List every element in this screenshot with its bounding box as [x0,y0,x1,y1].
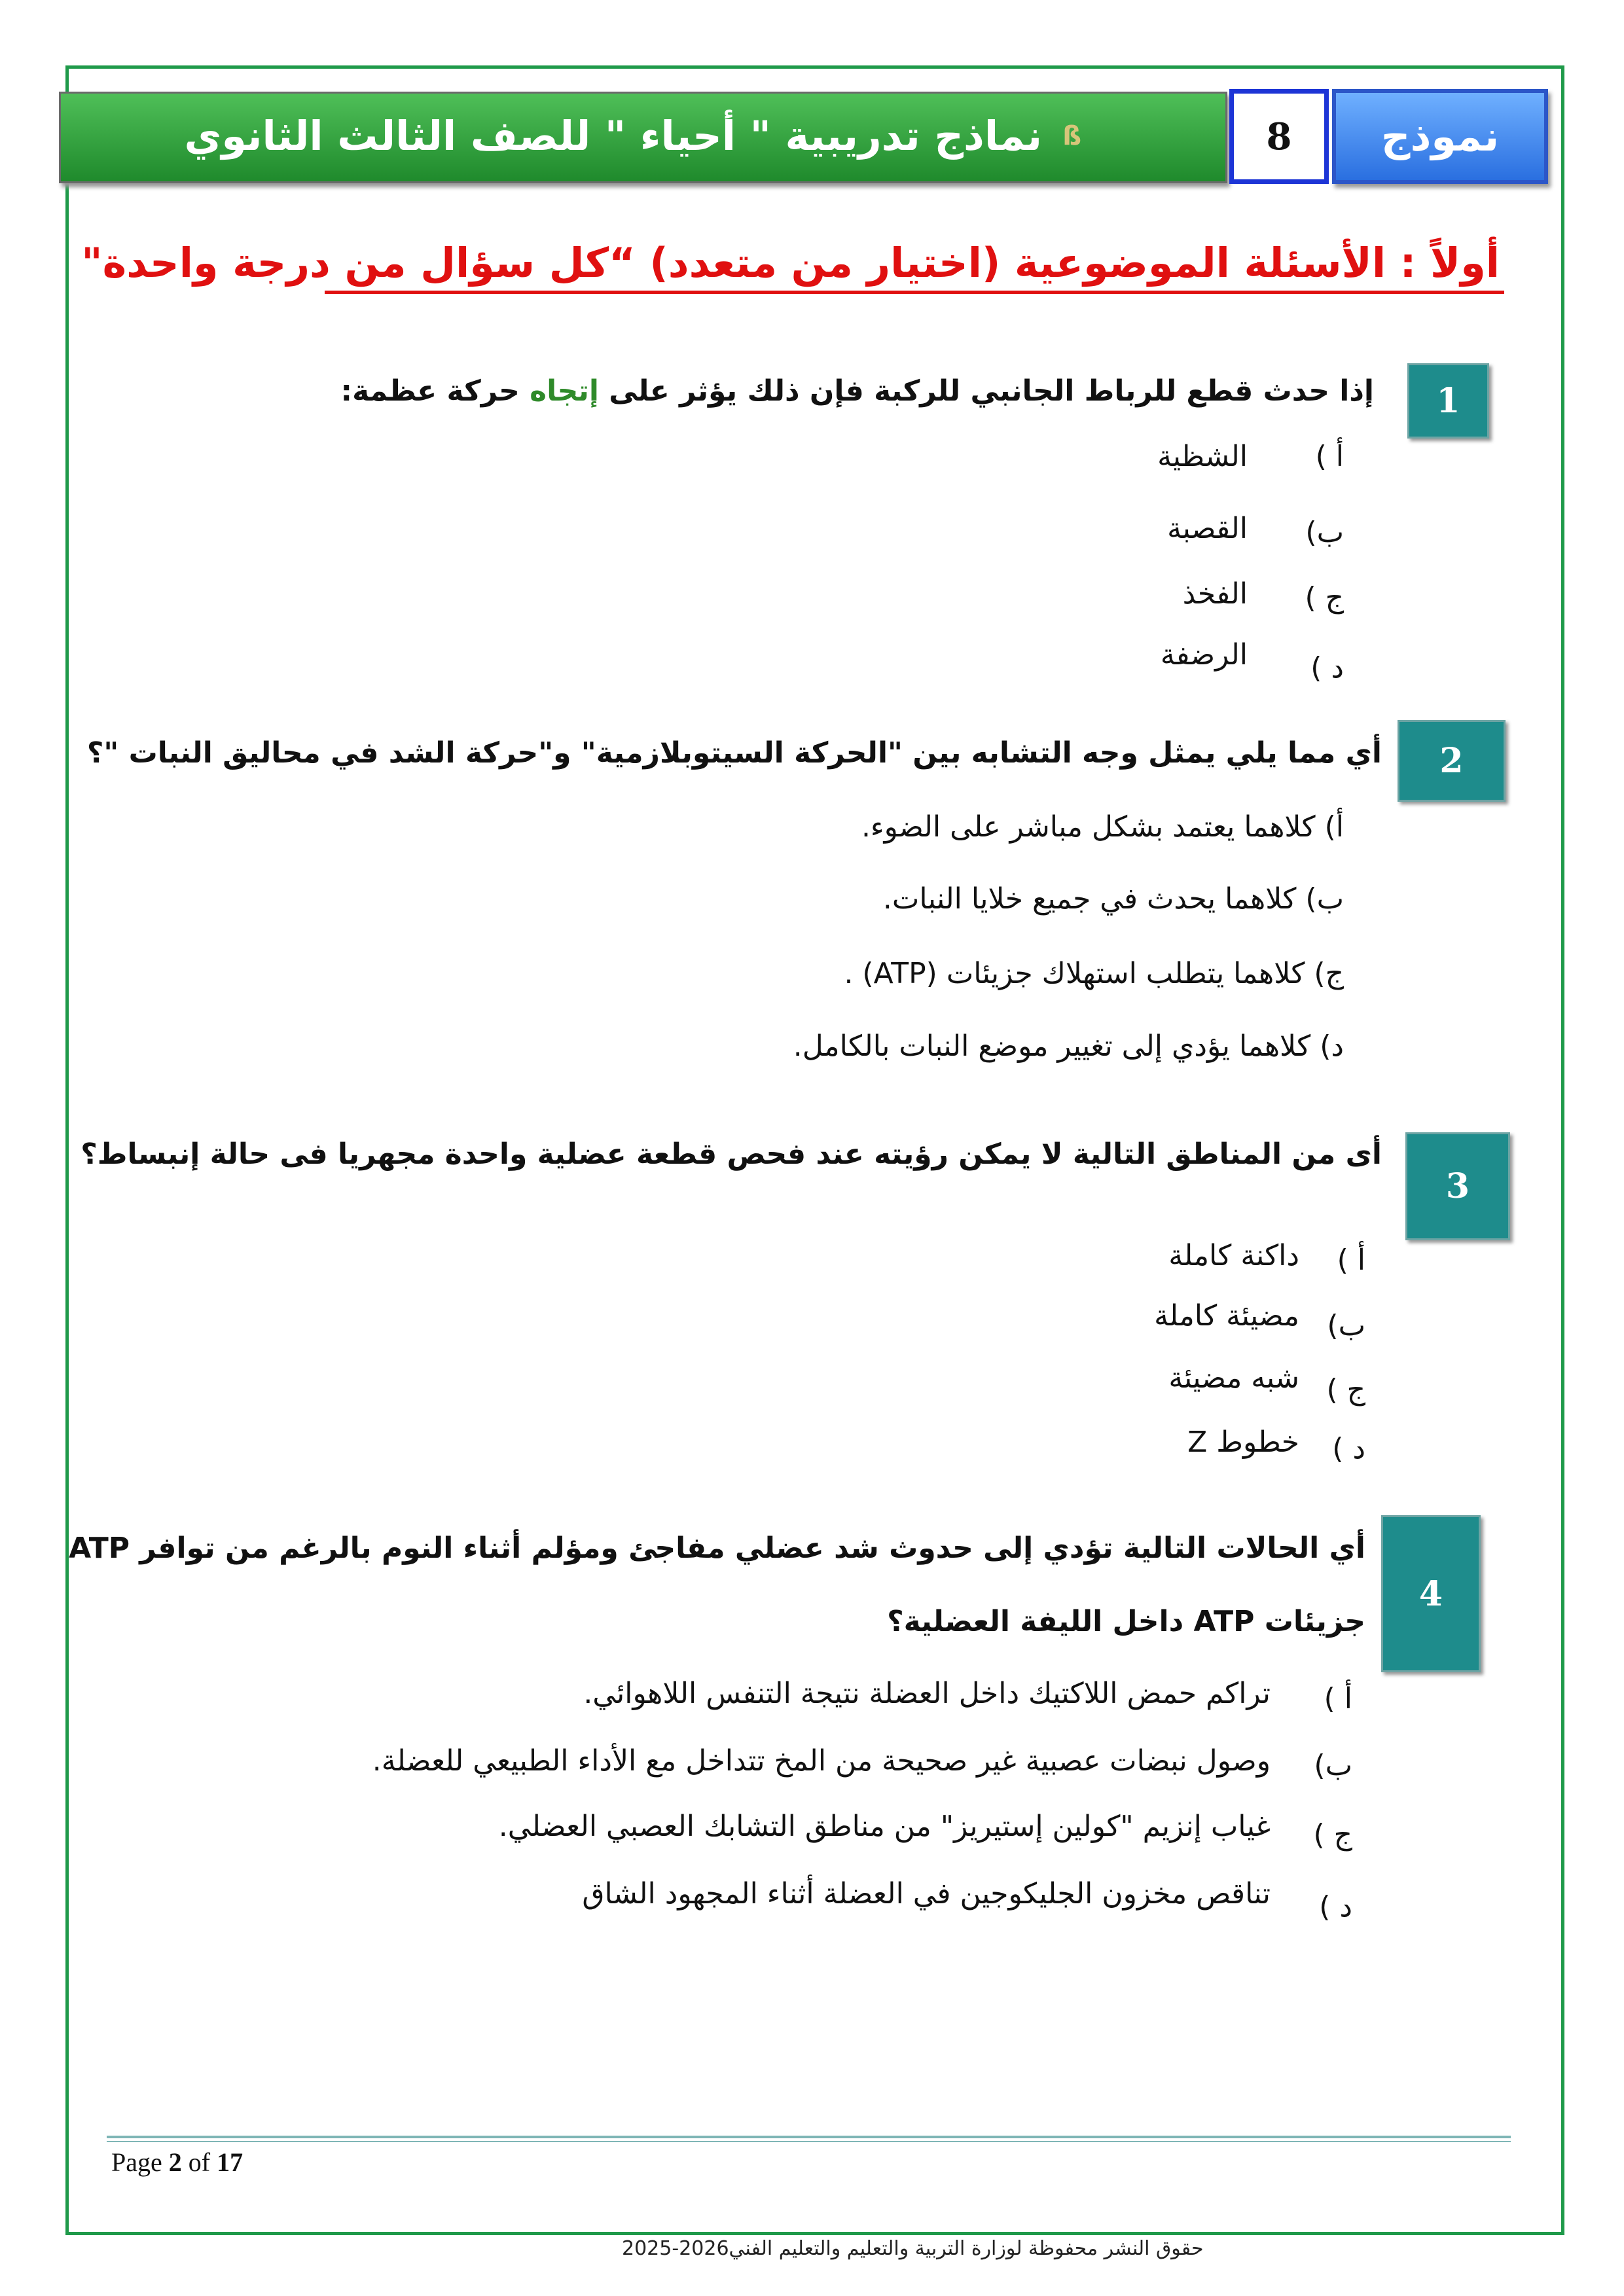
question-3-option-d[interactable]: د ) [1332,1432,1365,1465]
question-4-text-line1: أي الحالات التالية تؤدي إلى حدوث شد عضلي مفاجئ ومؤلم أثناء النوم بالرغم من توافر ATP [69,1532,1365,1565]
question-3-option-b-text: مضيئة كاملة [1154,1299,1299,1333]
question-1-option-c[interactable]: ج ) [1305,581,1344,615]
question-4-number: 4 [1381,1515,1481,1672]
question-4-option-b[interactable]: ب) [1314,1749,1352,1782]
question-4-text-line2: جزيئات ATP داخل الليفة العضلية؟ [887,1605,1365,1638]
question-2-option-a[interactable]: أ) كلاهما يعتمد بشكل مباشر على الضوء. [861,810,1344,844]
question-2-text: أي مما يلي يمثل وجه التشابه بين "الحركة السيتوبلازمية" و"حركة الشد في محاليق النبات "؟ [86,736,1382,770]
question-4-option-b-text: وصول نبضات عصبية غير صحيحة من المخ تتداخل مع الأداء الطبيعي للعضلة. [372,1744,1271,1778]
section-title: أولاً : الأسئلة الموضوعية (اختيار من متعدد) “كل سؤال من درجة واحدة" [81,239,1500,287]
question-2-option-d[interactable]: د) كلاهما يؤدي إلى تغيير موضع النبات بالكامل. [793,1030,1344,1063]
question-1-option-a[interactable]: أ ) [1315,440,1344,473]
question-1-option-a-text: الشظية [1157,440,1248,473]
footer-divider-thin [107,2141,1511,2142]
question-1-option-d-text: الرضفة [1160,638,1248,672]
question-2-option-b[interactable]: ب) كلاهما يحدث في جميع خلايا النبات. [882,882,1344,916]
question-1-number: 1 [1407,363,1489,439]
question-3-option-d-text: خطوط Z [1187,1426,1299,1459]
question-4-option-c-text: غياب إنزيم "كولين إستيريز" من مناطق التشابك العصبي العضلي. [498,1810,1271,1843]
question-3-option-b[interactable]: ب) [1327,1309,1365,1342]
question-1-option-d[interactable]: د ) [1310,651,1344,685]
footer-divider [107,2136,1511,2138]
question-3-option-a-text: داكنة كاملة [1168,1239,1299,1272]
question-1-highlight: إتجاه [530,374,599,408]
question-3-option-c[interactable]: ج ) [1326,1373,1365,1407]
question-4-option-c[interactable]: ج ) [1313,1818,1352,1852]
header-faint-mark: ß [1062,121,1081,151]
question-4-option-a[interactable]: أ ) [1324,1682,1352,1715]
question-4-option-a-text: تراكم حمض اللاكتيك داخل العضلة نتيجة التنفس اللاهوائي. [583,1677,1271,1710]
question-1-text: إذا حدث قطع للرباط الجانبي للركبة فإن ذلك يؤثر على إتجاه حركة عظمة: [340,374,1374,408]
section-underline [325,291,1504,294]
question-3-option-c-text: شبه مضيئة [1168,1361,1299,1395]
model-number-box: 8 [1229,89,1329,184]
question-4-option-d-text: تناقص مخزون الجليكوجين في العضلة أثناء المجهود الشاق [582,1877,1271,1910]
copyright-notice: حقوق النشر محفوظة لوزارة التربية والتعليم والتعليم الفني2026-2025 [622,2237,1204,2260]
header-banner [59,92,1227,183]
question-1-option-c-text: الفخذ [1182,577,1248,611]
question-4-option-d[interactable]: د ) [1319,1890,1352,1924]
question-3-text: أى من المناطق التالية لا يمكن رؤيته عند فحص قطعة عضلية واحدة مجهريا فى حالة إنبساط؟ [81,1138,1382,1171]
question-3-number: 3 [1405,1132,1510,1240]
header-title: نماذج تدريبية " أحياء " للصف الثالث الثانوي [184,112,1042,160]
question-2-number: 2 [1398,720,1506,802]
question-1-option-b-text: القصبة [1167,512,1248,545]
page-number: Page 2 of 17 [111,2147,244,2177]
model-label-box: نموذج [1332,89,1548,184]
question-1-option-b[interactable]: ب) [1305,516,1344,549]
question-2-option-c[interactable]: ج) كلاهما يتطلب استهلاك جزيئات (ATP) . [844,957,1344,990]
question-3-option-a[interactable]: أ ) [1337,1244,1365,1277]
